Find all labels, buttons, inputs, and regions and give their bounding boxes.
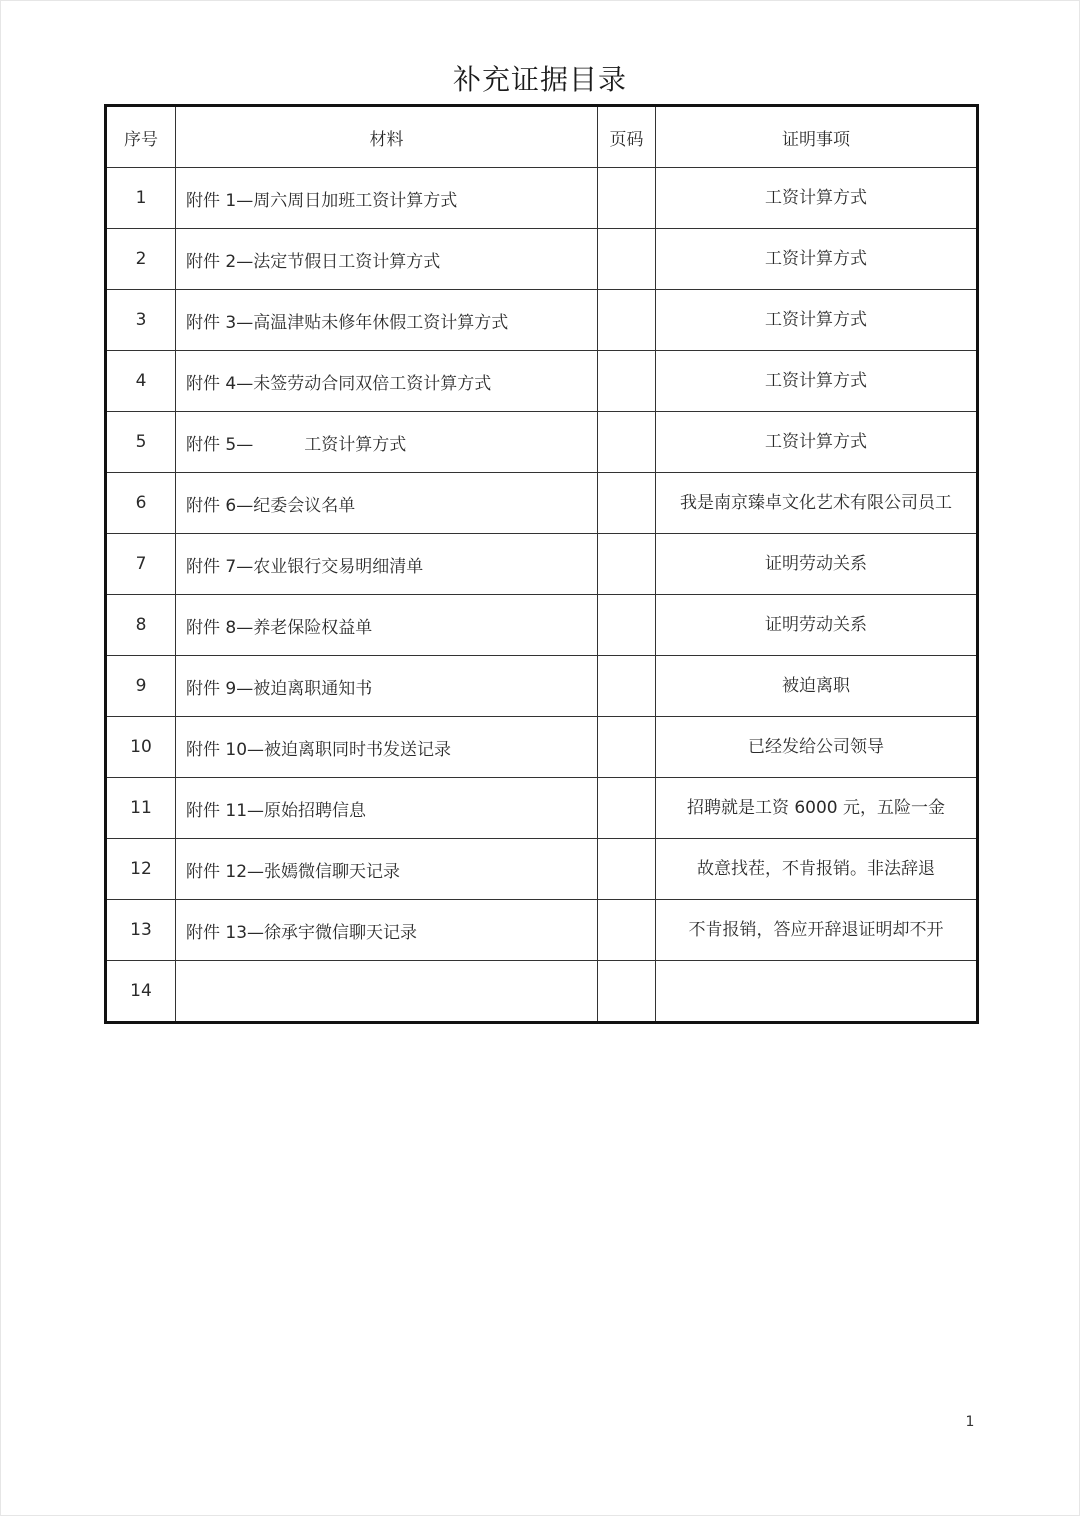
row-material: 附件 4—未签劳动合同双倍工资计算方式 bbox=[176, 351, 598, 412]
row-proof: 工资计算方式 bbox=[656, 351, 978, 412]
row-page bbox=[598, 839, 656, 900]
row-no: 7 bbox=[106, 534, 176, 595]
table-row bbox=[106, 656, 978, 717]
header-page: 页码 bbox=[598, 106, 656, 168]
table-row bbox=[106, 290, 978, 351]
evidence-table bbox=[104, 104, 979, 1024]
table-row bbox=[106, 534, 978, 595]
row-page bbox=[598, 961, 656, 1023]
row-no: 9 bbox=[106, 656, 176, 717]
row-material: 附件 9—被迫离职通知书 bbox=[176, 656, 598, 717]
row-page bbox=[598, 717, 656, 778]
row-no: 14 bbox=[106, 961, 176, 1023]
row-page bbox=[598, 778, 656, 839]
row-no: 13 bbox=[106, 900, 176, 961]
row-material: 附件 12—张嫣微信聊天记录 bbox=[176, 839, 598, 900]
row-no: 8 bbox=[106, 595, 176, 656]
row-no: 12 bbox=[106, 839, 176, 900]
row-material: 附件 6—纪委会议名单 bbox=[176, 473, 598, 534]
table-row bbox=[106, 473, 978, 534]
row-no: 4 bbox=[106, 351, 176, 412]
row-no: 5 bbox=[106, 412, 176, 473]
row-proof: 工资计算方式 bbox=[656, 168, 978, 229]
header-no: 序号 bbox=[106, 106, 176, 168]
row-page bbox=[598, 229, 656, 290]
row-material: 附件 7—农业银行交易明细清单 bbox=[176, 534, 598, 595]
row-no: 6 bbox=[106, 473, 176, 534]
row-proof: 不肯报销，答应开辞退证明却不开 bbox=[656, 900, 978, 961]
row-page bbox=[598, 412, 656, 473]
row-proof: 工资计算方式 bbox=[656, 229, 978, 290]
table-row bbox=[106, 595, 978, 656]
row-page bbox=[598, 656, 656, 717]
row-proof: 已经发给公司领导 bbox=[656, 717, 978, 778]
row-no: 3 bbox=[106, 290, 176, 351]
row-material: 附件 11—原始招聘信息 bbox=[176, 778, 598, 839]
row-proof: 工资计算方式 bbox=[656, 290, 978, 351]
row-page bbox=[598, 595, 656, 656]
table-row bbox=[106, 961, 978, 1023]
row-proof: 证明劳动关系 bbox=[656, 595, 978, 656]
row-no: 11 bbox=[106, 778, 176, 839]
row-proof: 被迫离职 bbox=[656, 656, 978, 717]
row-material: 附件 8—养老保险权益单 bbox=[176, 595, 598, 656]
row-material: 附件 1—周六周日加班工资计算方式 bbox=[176, 168, 598, 229]
row-material bbox=[176, 961, 598, 1023]
row-page bbox=[598, 168, 656, 229]
row-proof: 证明劳动关系 bbox=[656, 534, 978, 595]
table-row bbox=[106, 900, 978, 961]
row-proof: 故意找茬，不肯报销。非法辞退 bbox=[656, 839, 978, 900]
table-row bbox=[106, 351, 978, 412]
table-row bbox=[106, 778, 978, 839]
row-page bbox=[598, 473, 656, 534]
row-page bbox=[598, 900, 656, 961]
row-proof: 招聘就是工资 6000 元，五险一金 bbox=[656, 778, 978, 839]
row-proof: 我是南京臻卓文化艺术有限公司员工 bbox=[656, 473, 978, 534]
row-page bbox=[598, 290, 656, 351]
row-no: 2 bbox=[106, 229, 176, 290]
table-row bbox=[106, 229, 978, 290]
row-page bbox=[598, 351, 656, 412]
table-row bbox=[106, 717, 978, 778]
row-material: 附件 13—徐承宇微信聊天记录 bbox=[176, 900, 598, 961]
table-row bbox=[106, 168, 978, 229]
document-title: 补充证据目录 bbox=[452, 63, 627, 96]
page-number: 1 bbox=[965, 1414, 975, 1430]
header-material: 材料 bbox=[176, 106, 598, 168]
row-page bbox=[598, 534, 656, 595]
row-proof bbox=[656, 961, 978, 1023]
table-header-row bbox=[106, 106, 978, 168]
row-no: 1 bbox=[106, 168, 176, 229]
row-no: 10 bbox=[106, 717, 176, 778]
header-proof: 证明事项 bbox=[656, 106, 978, 168]
row-proof: 工资计算方式 bbox=[656, 412, 978, 473]
row-material: 附件 2—法定节假日工资计算方式 bbox=[176, 229, 598, 290]
table-row bbox=[106, 412, 978, 473]
row-material: 附件 3—高温津贴未修年休假工资计算方式 bbox=[176, 290, 598, 351]
table-row bbox=[106, 839, 978, 900]
row-material: 附件 10—被迫离职同时书发送记录 bbox=[176, 717, 598, 778]
row-material: 附件 5— 工资计算方式 bbox=[176, 412, 598, 473]
